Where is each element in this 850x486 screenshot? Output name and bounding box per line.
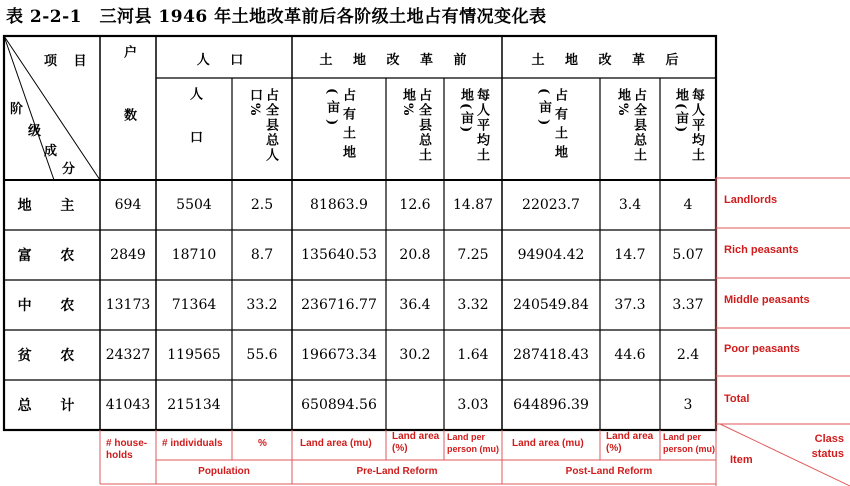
post-area-cell: 644896.39 (513, 397, 589, 413)
post-per-cell: 5.07 (672, 247, 704, 263)
pre-per-cell: 14.87 (452, 197, 494, 213)
english-class-status-label: Class status (811, 433, 844, 460)
post-reform-group-header: 土 地 改 革 后 (531, 52, 687, 68)
pre-area-cell: 236716.77 (301, 297, 377, 313)
pre-area-header: 占有土地(亩) (324, 88, 355, 164)
english-population-group: Population (198, 466, 250, 477)
post-per-cell: 3.37 (672, 297, 704, 313)
table-title: 表 2-2-1 三河县 1946 年土地改革前后各阶级土地占有情况变化表 (6, 7, 547, 27)
pre-area-cell: 81863.9 (310, 197, 368, 213)
english-post-pct-label: Land area (%) (606, 431, 654, 454)
post-pct-cell: 3.4 (618, 197, 642, 213)
pre-per-header: 每人平均土地(亩) (458, 88, 489, 163)
english-row-label: Rich peasants (724, 244, 799, 256)
english-item-label: Item (730, 454, 753, 466)
post-pct-cell: 14.7 (614, 247, 646, 263)
households-cell: 694 (114, 197, 142, 213)
row-label-poor-peasants: 贫 农 (17, 348, 87, 364)
post-pct-cell (600, 380, 660, 430)
pre-area-cell: 650894.56 (301, 397, 377, 413)
households-cell: 2849 (110, 247, 146, 263)
english-post-reform-group: Post-Land Reform (565, 466, 653, 477)
english-pre-reform-group: Pre-Land Reform (356, 466, 438, 477)
pop-pct-header: 占全县总人口% (247, 88, 278, 163)
english-pre-area-label: Land area (mu) (300, 438, 372, 449)
pre-reform-group-header: 土 地 改 革 前 (319, 52, 475, 68)
row-label-total: 总 计 (17, 398, 87, 414)
pre-pct-cell: 30.2 (399, 347, 431, 363)
pre-per-cell: 3.03 (457, 397, 489, 413)
households-cell: 24327 (105, 347, 151, 363)
population-pct-cell: 33.2 (246, 297, 278, 313)
row-label-landlords: 地 主 (17, 198, 87, 214)
pre-area-cell: 196673.34 (301, 347, 377, 363)
english-row-label: Middle peasants (724, 294, 810, 306)
population-pct-cell: 2.5 (250, 197, 274, 213)
post-area-header: 占有土地(亩) (536, 88, 567, 164)
population-cell: 5504 (176, 197, 212, 213)
post-area-cell: 240549.84 (513, 297, 589, 313)
pop-count-header: 人口 (187, 87, 202, 173)
post-per-cell: 2.4 (676, 347, 700, 363)
population-pct-cell: 55.6 (246, 347, 278, 363)
post-pct-cell: 37.3 (614, 297, 646, 313)
english-row-label: Total (724, 393, 750, 405)
pre-pct-header: 占全县总土地% (400, 88, 431, 163)
population-cell: 119565 (167, 347, 221, 363)
english-post-per-label: Land per person (mu) (663, 432, 716, 454)
pre-per-cell: 3.32 (457, 297, 489, 313)
post-per-header: 每人平均土地(亩) (673, 88, 704, 163)
population-cell: 71364 (171, 297, 217, 313)
english-households-label: # house-holds (106, 438, 148, 461)
english-post-area-label: Land area (mu) (512, 438, 584, 449)
post-area-cell: 22023.7 (522, 197, 580, 213)
pre-pct-cell: 36.4 (399, 297, 431, 313)
corner-class-char-3: 成 (44, 144, 58, 159)
row-label-rich-peasants: 富 农 (17, 248, 87, 264)
english-percent-label: % (258, 438, 267, 449)
post-pct-cell: 44.6 (614, 347, 646, 363)
pre-pct-cell: 12.6 (399, 197, 431, 213)
population-cell: 215134 (167, 397, 221, 413)
english-pre-pct-label: Land area (%) (392, 431, 440, 454)
corner-class-char-4: 分 (62, 162, 76, 177)
corner-class-char-2: 级 (28, 124, 42, 139)
english-individuals-label: # individuals (162, 438, 223, 449)
households-cell: 41043 (105, 397, 151, 413)
pre-pct-cell: 20.8 (399, 247, 431, 263)
post-area-cell: 94904.42 (517, 247, 585, 263)
population-pct-cell (232, 380, 292, 430)
english-row-label: Poor peasants (724, 343, 800, 355)
post-area-cell: 287418.43 (513, 347, 589, 363)
english-pre-per-label: Land per person (mu) (447, 432, 500, 454)
corner-item-label: 项 目 (44, 54, 93, 69)
pre-area-cell: 135640.53 (301, 247, 377, 263)
households-header: 户数 (121, 45, 136, 171)
households-cell: 13173 (105, 297, 151, 313)
pre-per-cell: 1.64 (457, 347, 489, 363)
corner-class-char-1: 阶 (10, 102, 24, 117)
post-per-cell: 3 (683, 397, 693, 413)
pre-per-cell: 7.25 (457, 247, 489, 263)
post-pct-header: 占全县总土地% (615, 88, 646, 163)
population-cell: 18710 (171, 247, 217, 263)
english-row-label: Landlords (724, 194, 778, 206)
post-per-cell: 4 (683, 197, 693, 213)
row-label-middle-peasants: 中 农 (17, 298, 87, 314)
population-pct-cell: 8.7 (250, 247, 274, 263)
population-group-header: 人 口 (196, 52, 252, 68)
pre-pct-cell (386, 380, 444, 430)
